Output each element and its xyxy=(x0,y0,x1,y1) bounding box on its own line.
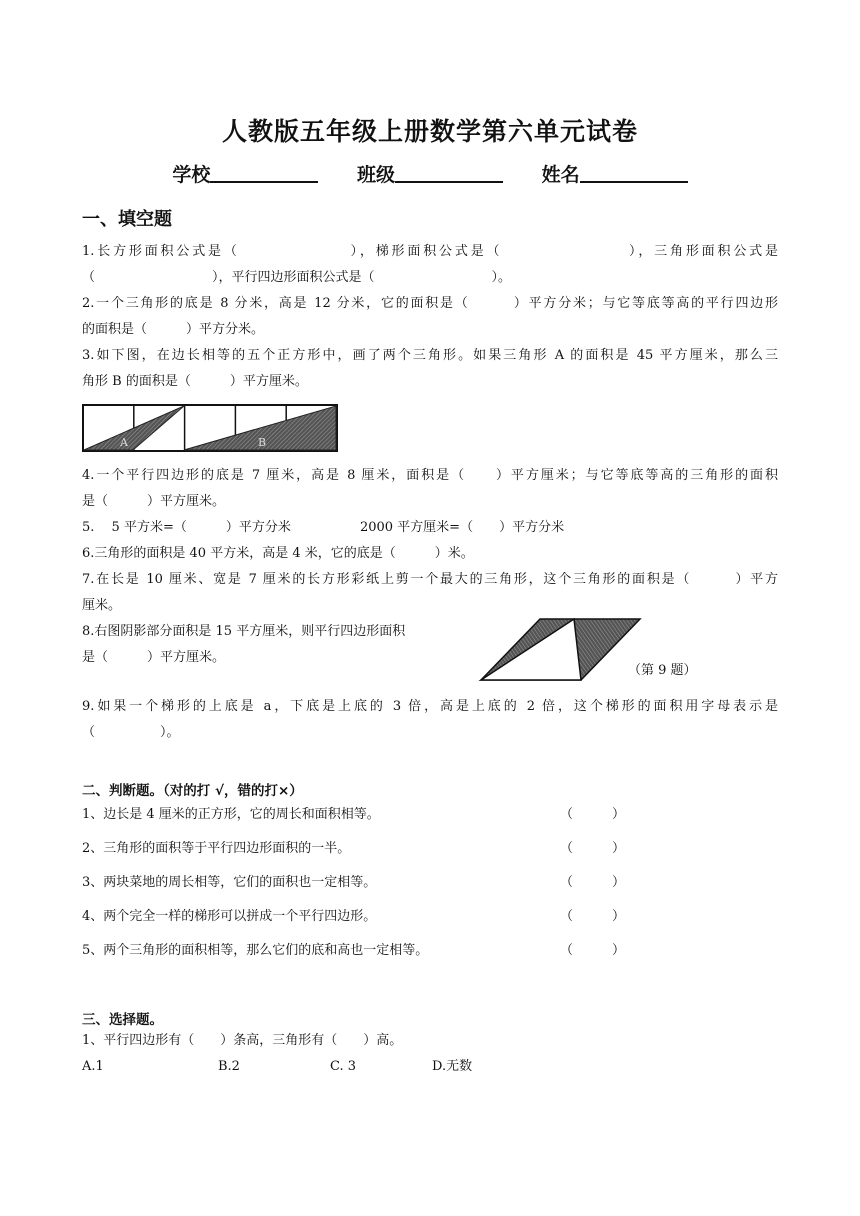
choice-option-c[interactable]: C. 3 xyxy=(330,1059,357,1074)
name-field xyxy=(542,160,688,187)
q6-line: 6.三角形的面积是 40 平方米，高是 4 米，它的底是（ ）米。 xyxy=(82,546,474,561)
q8-line1: 8.右图阴影部分面积是 15 平方厘米，则平行四边形面积 xyxy=(82,624,406,639)
q5-line: 5. 5 平方米=（ ）平方分米 2000 平方厘米=（ ）平方分米 xyxy=(82,520,565,535)
class-field xyxy=(357,160,503,187)
class-label: 班级 xyxy=(356,164,395,186)
tf-item-3: 3、两块菜地的周长相等，它们的面积也一定相等。 xyxy=(82,875,377,890)
tf-answer-3[interactable]: （ ） xyxy=(560,875,626,890)
section-fill-blank-title: 一、填空题 xyxy=(82,209,172,230)
section-true-false-title: 二、判断题。（对的打 √，错的打×） xyxy=(82,783,303,799)
q3-line1: 3.如下图，在边长相等的五个正方形中，画了两个三角形。如果三角形 A 的面积是 45 平方厘米，那么三 xyxy=(82,348,778,363)
triangle-b-label: B xyxy=(258,436,267,449)
name-label: 姓名 xyxy=(541,164,580,186)
choice-option-d[interactable]: D.无数 xyxy=(432,1059,473,1074)
parallelogram-figure xyxy=(478,617,644,683)
tf-item-4: 4、两个完全一样的梯形可以拼成一个平行四边形。 xyxy=(82,909,377,924)
triangle-a-label: A xyxy=(120,436,128,449)
q1-line2: （ ），平行四边形面积公式是（ ）。 xyxy=(82,270,512,285)
choice-option-b[interactable]: B.2 xyxy=(218,1059,240,1074)
choice-question-1: 1、平行四边形有（ ）条高，三角形有（ ）高。 xyxy=(82,1033,403,1048)
tf-item-5: 5、两个三角形的面积相等，那么它们的底和高也一定相等。 xyxy=(82,943,429,958)
q3-line2: 角形 B 的面积是（ ）平方厘米。 xyxy=(82,374,308,389)
q7-line1: 7.在长是 10 厘米、宽是 7 厘米的长方形彩纸上剪一个最大的三角形，这个三角形的面积是（ ）平方 xyxy=(82,572,778,587)
q9-line2: （ ）。 xyxy=(82,725,180,740)
class-blank[interactable] xyxy=(395,163,503,183)
name-blank[interactable] xyxy=(580,163,688,183)
q1-line1: 1.长方形面积公式是（ ），梯形面积公式是（ ），三角形面积公式是 xyxy=(82,244,778,259)
tf-answer-1[interactable]: （ ） xyxy=(560,807,626,822)
q7-line2: 厘米。 xyxy=(82,598,122,613)
section-choice-title: 三、选择题。 xyxy=(82,1012,163,1028)
q9-line1: 9.如果一个梯形的上底是 a，下底是上底的 3 倍，高是上底的 2 倍，这个梯形的面积用字母表示是 xyxy=(82,699,778,714)
student-info xyxy=(0,160,860,187)
school-blank[interactable] xyxy=(210,163,318,183)
tf-answer-2[interactable]: （ ） xyxy=(560,841,626,856)
school-field xyxy=(172,160,318,187)
q2-line2: 的面积是（ ）平方分米。 xyxy=(82,322,265,337)
q2-line1: 2.一个三角形的底是 8 分米，高是 12 分米，它的面积是（ ）平方分米；与它等底等高的平行四边形 xyxy=(82,296,778,311)
five-squares-figure xyxy=(82,404,338,452)
figure-caption: （第 9 题） xyxy=(628,663,697,678)
choice-option-a[interactable]: A.1 xyxy=(82,1059,104,1074)
tf-item-2: 2、三角形的面积等于平行四边形面积的一半。 xyxy=(82,841,351,856)
school-label: 学校 xyxy=(172,164,211,186)
tf-answer-4[interactable]: （ ） xyxy=(560,909,626,924)
tf-item-1: 1、边长是 4 厘米的正方形，它的周长和面积相等。 xyxy=(82,807,380,822)
page-title: 人教版五年级上册数学第六单元试卷 xyxy=(221,117,638,146)
q8-line2: 是（ ）平方厘米。 xyxy=(82,650,226,665)
tf-answer-5[interactable]: （ ） xyxy=(560,943,626,958)
q4-line1: 4.一个平行四边形的底是 7 厘米，高是 8 厘米，面积是（ ）平方厘米；与它等底等高的三角形的面积 xyxy=(82,468,778,483)
q4-line2: 是（ ）平方厘米。 xyxy=(82,494,226,509)
